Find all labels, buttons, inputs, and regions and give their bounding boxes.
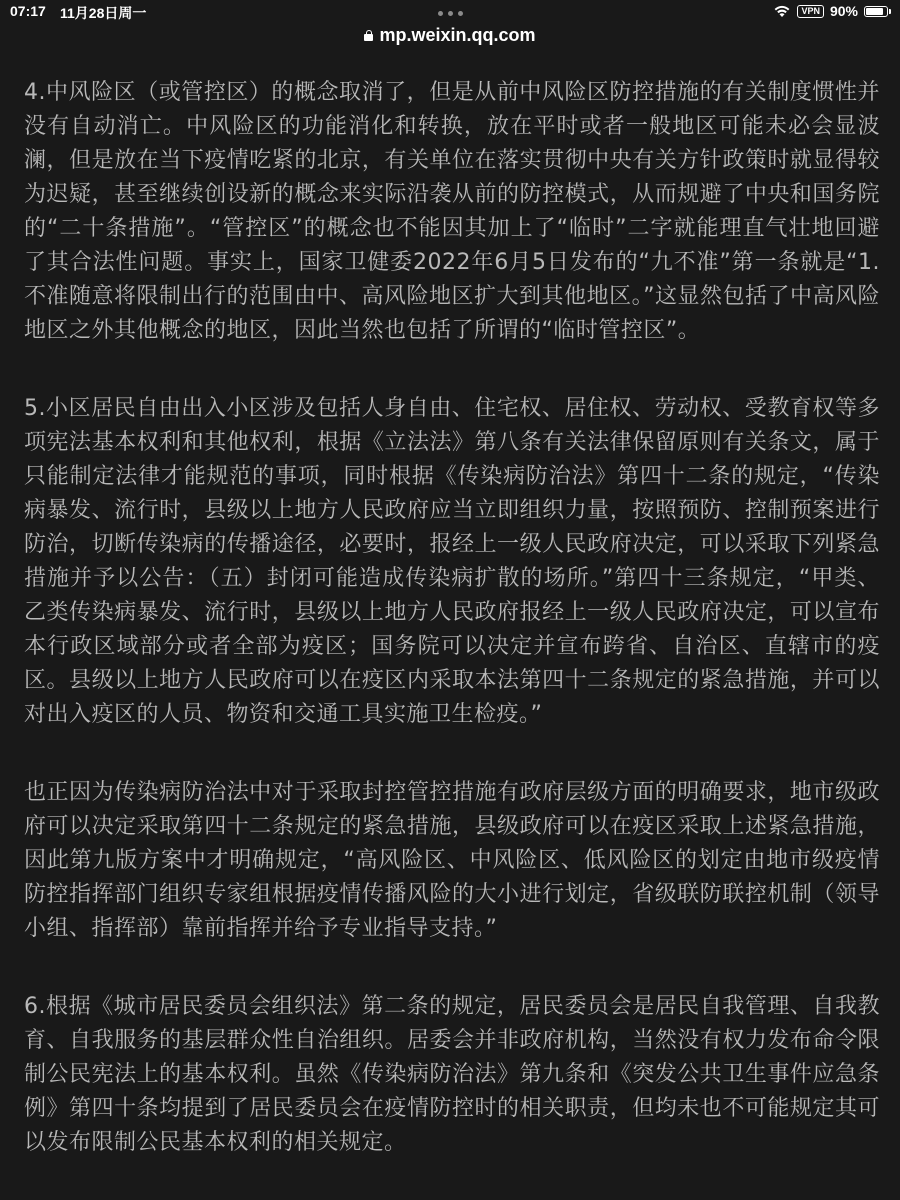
status-time: 07:17 <box>10 3 46 19</box>
article-paragraph-5-cont: 也正因为传染病防治法中对于采取封控管控措施有政府层级方面的明确要求，地市级政府可以决定采取第四十二条规定的紧急措施，县级政府可以在疫区采取上述紧急措施，因此第九版方案中才明确规定，“高风险区、中风险区、低风险区的划定由地市级疫情防控指挥部门组织专家组根据疫情传播风险的大小进行划定，省级联防联控机制（领导小组、指挥部）靠前指挥并给予专业指导支持。” <box>24 780 880 941</box>
wifi-icon <box>773 4 791 18</box>
url-text[interactable]: mp.weixin.qq.com <box>379 24 536 45</box>
status-indicators <box>773 3 888 19</box>
multitasking-dots-icon[interactable] <box>438 11 463 16</box>
battery-icon <box>864 6 888 17</box>
article-body <box>24 76 880 1200</box>
article-paragraph-4: 4.中风险区（或管控区）的概念取消了，但是从前中风险区防控措施的有关制度惯性并没有自动消亡。中风险区的功能消化和转换，放在平时或者一般地区可能未必会显波澜，但是放在当下疫情吃紧的北京，有关单位在落实贯彻中央有关方针政策时就显得较为迟疑，甚至继续创设新的概念来实际沿袭从前的防控模式，从而规避了中央和国务院的“二十条措施”。“管控区”的概念也不能因其加上了“临时”二字就能理直气壮地回避了其合法性问题。事实上，国家卫健委2022年6月5日发布的“九不准”第一条就是“1.不准随意将限制出行的范围由中、高风险地区扩大到其他地区。”这显然包括了中高风险地区之外其他概念的地区，因此当然也包括了所谓的“临时管控区”。 <box>24 80 880 343</box>
battery-percent: 90% <box>829 3 858 19</box>
url-bar[interactable] <box>0 22 900 48</box>
article-paragraph-6: 6.根据《城市居民委员会组织法》第二条的规定，居民委员会是居民自我管理、自我教育、自我服务的基层群众性自治组织。居委会并非政府机构，当然没有权力发布命令限制公民宪法上的基本权利。虽然《传染病防治法》第九条和《突发公共卫生事件应急条例》第四十条均提到了居民委员会在疫情防控时的相关职责，但均未也不可能规定其可以发布限制公民基本权利的相关规定。 <box>24 994 880 1155</box>
article-paragraph-5: 5.小区居民自由出入小区涉及包括人身自由、住宅权、居住权、劳动权、受教育权等多项宪法基本权利和其他权利，根据《立法法》第八条有关法律保留原则有关条文，属于只能制定法律才能规范的事项，同时根据《传染病防治法》第四十二条的规定，“传染病暴发、流行时，县级以上地方人民政府应当立即组织力量，按照预防、控制预案进行防治，切断传染病的传播途径，必要时，报经上一级人民政府决定，可以采取下列紧急措施并予以公告：（五）封闭可能造成传染病扩散的场所。”第四十三条规定，“甲类、乙类传染病暴发、流行时，县级以上地方人民政府报经上一级人民政府决定，可以宣布本行政区域部分或者全部为疫区；国务院可以决定并宣布跨省、自治区、直辖市的疫区。县级以上地方人民政府可以在疫区内采取本法第四十二条规定的紧急措施，并可以对出入疫区的人员、物资和交通工具实施卫生检疫。” <box>24 396 880 727</box>
lock-icon <box>364 30 373 41</box>
status-date: 11月28日周一 <box>60 5 147 21</box>
vpn-badge: VPN <box>797 5 824 18</box>
battery-fill <box>866 8 883 15</box>
